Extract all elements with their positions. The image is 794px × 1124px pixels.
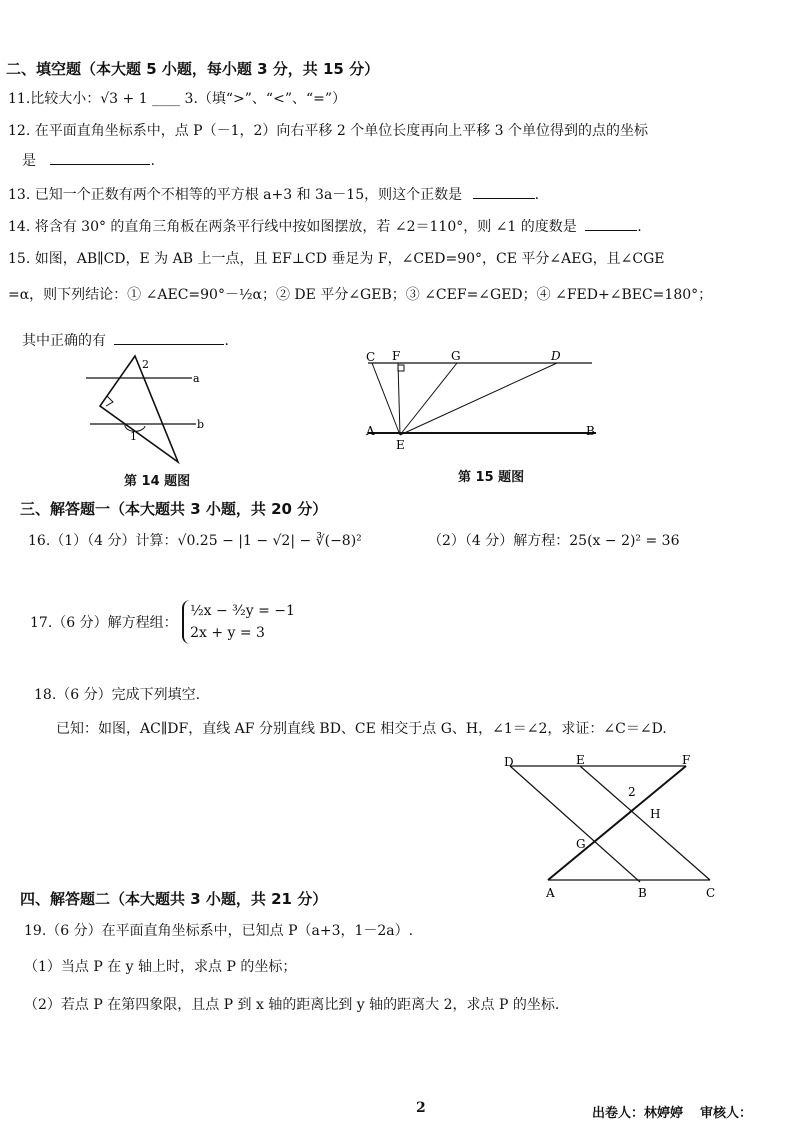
question-15-line-1: 15. 如图，AB∥CD，E 为 AB 上一点，且 EF⊥CD 垂足为 F，∠CED=90°，CE 平分∠AEG，且∠CGE (8, 251, 665, 267)
angle-2-label: 2 (142, 358, 149, 371)
label-F: F (682, 753, 691, 767)
question-19: 19.（6 分）在平面直角坐标系中，已知点 P（a+3，1－2a）. (24, 923, 414, 939)
section-4-heading: 四、解答题二（本大题共 3 小题，共 21 分） (20, 890, 328, 908)
question-12-line-1: 12. 在平面直角坐标系中，点 P（－1，2）向右平移 2 个单位长度再向上平移 3 个单位得到的点的坐标 (8, 123, 649, 139)
label-E: E (396, 438, 405, 452)
label-G: G (576, 837, 586, 851)
question-15-line-2: =α，则下列结论：① ∠AEC=90°－½α；② DE 平分∠GEB；③ ∠CEF=∠GED；④ ∠FED+∠BEC=180°； (8, 287, 713, 303)
label-E: E (576, 753, 585, 767)
figure-15-caption: 第 15 题图 (458, 470, 525, 485)
label-D: D (504, 755, 514, 769)
figure-14-caption: 第 14 题图 (124, 474, 191, 489)
question-15-suffix: 其中正确的有 (22, 333, 106, 349)
question-11: 11.比较大小：√3 + 1 ____ 3.（填“>”、“<”、“=”） (8, 91, 347, 107)
label-A: A (366, 424, 375, 438)
question-12-line-2: 是 . (22, 153, 155, 169)
angle-1-label: 1 (130, 430, 137, 443)
label-C: C (366, 350, 376, 364)
answer-blank-12 (50, 152, 150, 165)
label-A: A (546, 886, 555, 900)
label-F: F (392, 349, 401, 363)
section-2-heading: 二、填空题（本大题 5 小题，每小题 3 分，共 15 分） (6, 60, 380, 78)
equation-system (182, 600, 295, 644)
section-3-heading: 三、解答题一（本大题共 3 小题，共 20 分） (20, 500, 328, 518)
question-15-line-3: 其中正确的有 . (22, 333, 229, 349)
question-16-part-1: 16.（1）（4 分）计算：√0.25 − |1 − √2| − ∛(−8)² (28, 533, 362, 549)
label-B: B (586, 424, 595, 438)
question-12-suffix: 是 (22, 153, 36, 169)
question-19-part-2: （2）若点 P 在第四象限，且点 P 到 x 轴的距离比到 y 轴的距离大 2，求点 P 的坐标. (24, 997, 560, 1013)
label-C: C (706, 886, 716, 900)
equation-1: ½x − ³⁄₂y = −1 (190, 603, 295, 619)
label-D: D (551, 349, 561, 363)
question-17 (30, 600, 295, 644)
right-angle-mark-F (398, 365, 404, 371)
line-DB (510, 766, 640, 882)
question-13-text: 13. 已知一个正数有两个不相等的平方根 a+3 和 3a－15，则这个正数是 (8, 187, 463, 203)
triangle-ruler (100, 356, 178, 462)
label-a: a (193, 372, 200, 385)
equation-2: 2x + y = 3 (190, 625, 265, 641)
question-18-given: 已知：如图，AC∥DF，直线 AF 分别直线 BD、CE 相交于点 G、H，∠1＝∠2，求证：∠C＝∠D. (56, 721, 667, 737)
question-17-label: 17.（6 分）解方程组： (30, 615, 178, 631)
answer-blank-13 (473, 186, 535, 199)
label-B: B (638, 886, 647, 900)
right-angle-mark (106, 396, 113, 406)
page-number: 2 (416, 1100, 426, 1116)
question-18-title: 18.（6 分）完成下列填空. (34, 687, 201, 703)
angle-2-label: 2 (628, 785, 636, 799)
label-H: H (650, 807, 661, 821)
line-EC (580, 766, 710, 880)
question-13: 13. 已知一个正数有两个不相等的平方根 a+3 和 3a－15，则这个正数是 . (8, 187, 540, 203)
figure-14-diagram (80, 350, 220, 470)
footer-reviewer: 审核人： (700, 1106, 753, 1121)
line-AF (548, 766, 686, 880)
question-16-part-2: （2）（4 分）解方程：25(x − 2)² = 36 (428, 533, 680, 549)
figure-18-diagram (500, 752, 730, 902)
footer-author: 出卷人：林婷婷 (592, 1106, 684, 1121)
question-14: 14. 将含有 30° 的直角三角板在两条平行线中按如图摆放，若 ∠2＝110°，则 ∠1 的度数是 . (8, 219, 642, 235)
question-19-part-1: （1）当点 P 在 y 轴上时，求点 P 的坐标； (24, 959, 297, 975)
label-G: G (451, 349, 461, 363)
answer-blank-15 (114, 332, 224, 345)
question-14-text: 14. 将含有 30° 的直角三角板在两条平行线中按如图摆放，若 ∠2＝110°，则 ∠1 的度数是 (8, 219, 577, 235)
figure-15-diagram (360, 345, 610, 455)
label-b: b (197, 418, 205, 431)
answer-blank-14 (585, 218, 637, 231)
